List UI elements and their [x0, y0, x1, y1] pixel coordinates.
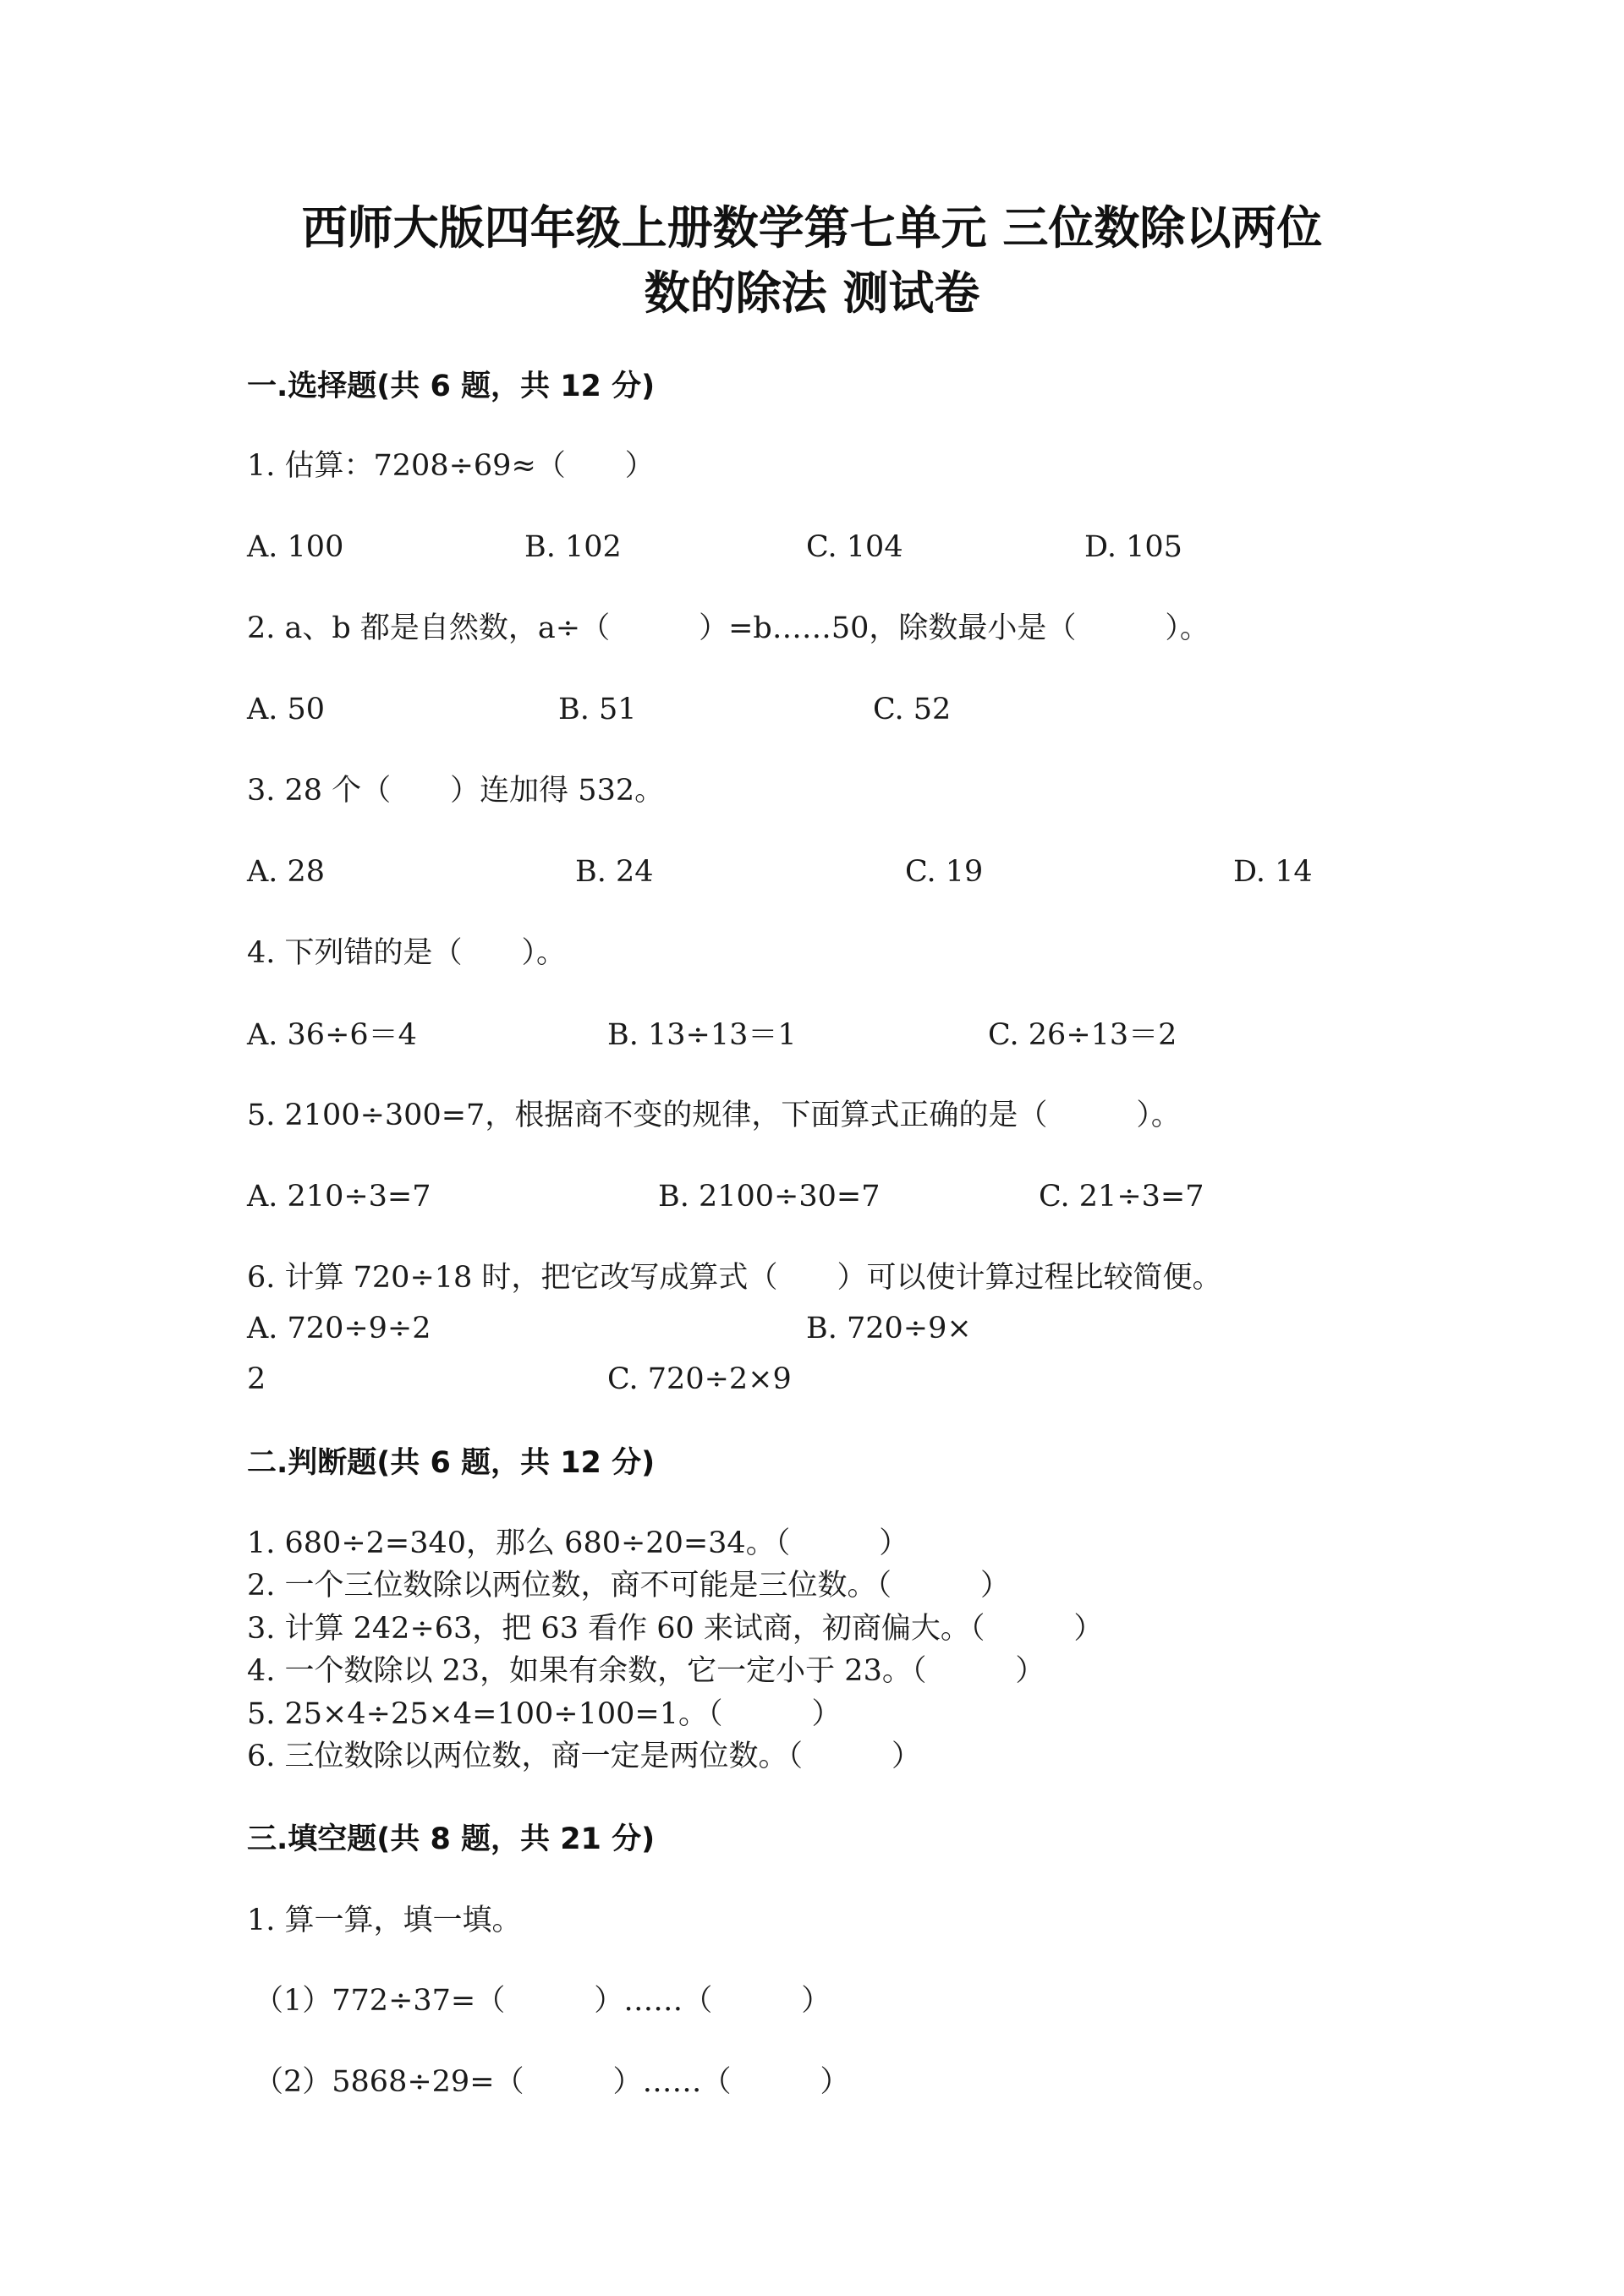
fill-blank-part: （2）5868÷29=（ ）……（ ）	[254, 2065, 850, 2099]
section-heading-true-false: 二.判断题(共 6 题，共 12 分)	[247, 1446, 656, 1480]
page-title-line-1: 西师大版四年级上册数学第七单元 三位数除以两位	[301, 201, 1323, 255]
judgement-item: 3. 计算 242÷63，把 63 看作 60 来试商，初商偏大。（ ）	[247, 1612, 1104, 1646]
option-a: A. 28	[247, 855, 326, 889]
question-stem: 1. 估算：7208÷69≈（ ）	[247, 449, 655, 483]
option-c: C. 21÷3=7	[1039, 1180, 1204, 1214]
option-b: B. 51	[558, 693, 637, 726]
option-b: B. 2100÷30=7	[658, 1180, 881, 1214]
question-stem: 6. 计算 720÷18 时，把它改写成算式（ ）可以使计算过程比较简便。	[247, 1261, 1222, 1295]
section-heading-choice: 一.选择题(共 6 题，共 12 分)	[247, 370, 656, 403]
option-a: A. 720÷9÷2	[247, 1312, 431, 1345]
section-heading-fill-blank: 三.填空题(共 8 题，共 21 分)	[247, 1822, 656, 1856]
option-d: D. 105	[1084, 530, 1182, 564]
option-c: C. 104	[806, 530, 903, 564]
option-c: C. 720÷2×9	[607, 1362, 792, 1396]
question-stem: 4. 下列错的是（ ）。	[247, 936, 567, 970]
option-d: D. 14	[1233, 855, 1313, 889]
option-b: B. 720÷9×	[806, 1312, 972, 1345]
page-title-line-2: 数的除法 测试卷	[644, 266, 980, 320]
fill-blank-part: （1）772÷37=（ ）……（ ）	[254, 1984, 831, 2018]
option-a: A. 36÷6＝4	[247, 1018, 417, 1052]
option-c: C. 52	[873, 693, 952, 726]
option-c: C. 26÷13＝2	[988, 1018, 1177, 1052]
judgement-item: 2. 一个三位数除以两位数，商不可能是三位数。（ ）	[247, 1569, 1011, 1603]
option-a: A. 50	[247, 693, 326, 726]
option-a: A. 210÷3=7	[247, 1180, 431, 1214]
option-b: B. 102	[524, 530, 622, 564]
question-stem: 1. 算一算，填一填。	[247, 1904, 522, 1937]
judgement-item: 5. 25×4÷25×4=100÷100=1。（ ）	[247, 1697, 842, 1731]
judgement-item: 1. 680÷2=340，那么 680÷20=34。（ ）	[247, 1526, 909, 1560]
option-b-continued: 2	[247, 1362, 266, 1396]
option-b: B. 13÷13＝1	[607, 1018, 797, 1052]
judgement-item: 4. 一个数除以 23，如果有余数，它一定小于 23。（ ）	[247, 1654, 1045, 1688]
question-stem: 2. a、b 都是自然数，a÷（ ）=b……50，除数最小是（ ）。	[247, 611, 1210, 645]
judgement-item: 6. 三位数除以两位数，商一定是两位数。（ ）	[247, 1740, 922, 1773]
question-stem: 3. 28 个（ ）连加得 532。	[247, 774, 665, 808]
option-c: C. 19	[905, 855, 984, 889]
question-stem: 5. 2100÷300=7，根据商不变的规律，下面算式正确的是（ ）。	[247, 1099, 1181, 1132]
option-a: A. 100	[247, 530, 344, 564]
option-b: B. 24	[575, 855, 654, 889]
